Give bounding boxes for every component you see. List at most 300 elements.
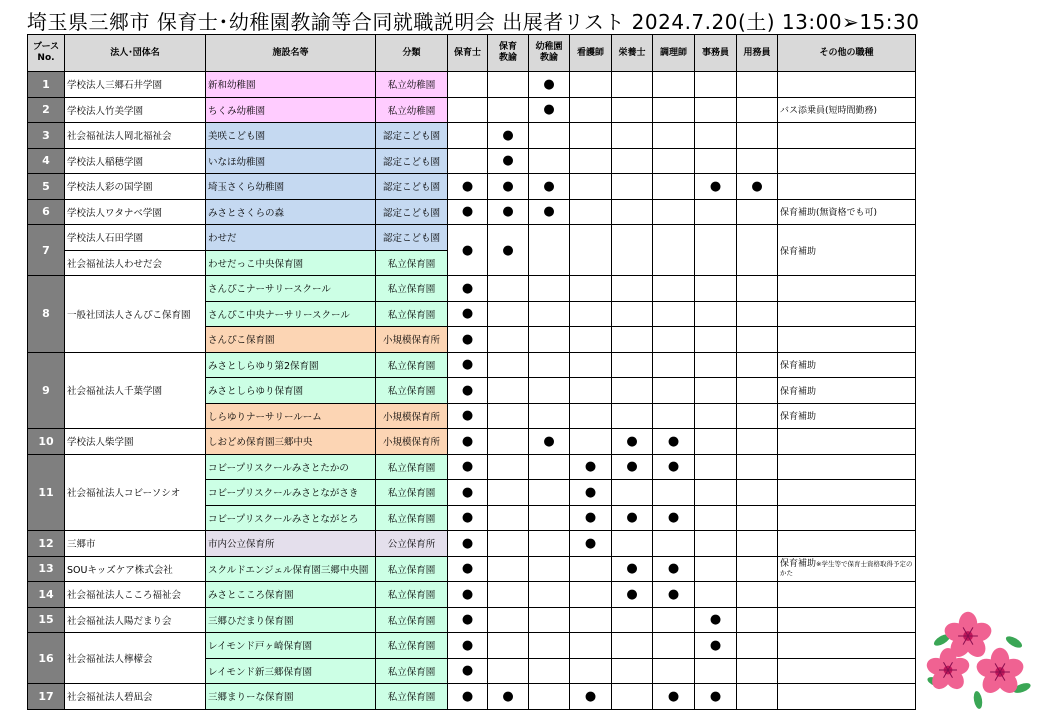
facility-category: 私立保育園: [376, 276, 448, 302]
header-category: 分類: [376, 35, 448, 72]
booth-number: 2: [28, 97, 65, 123]
mark-kangoshi: [570, 556, 612, 582]
mark-eiyoushi: [612, 607, 653, 633]
header-hoiku-kyoyu: [488, 35, 529, 72]
mark-chourishi: [653, 123, 695, 149]
table-row: [28, 174, 916, 200]
header-youmuin: 用務員: [737, 35, 778, 72]
mark-hoikushi: ●: [448, 582, 488, 608]
corp-name: 社会福祉法人檸檬会: [65, 633, 206, 684]
mark-chourishi: ●: [653, 454, 695, 480]
mark-hoikushi: ●: [448, 199, 488, 225]
table-row: [28, 148, 916, 174]
facility-name: ちくみ幼稚園: [206, 97, 376, 123]
facility-category: 私立保育園: [376, 684, 448, 710]
mark-kangoshi: [570, 199, 612, 225]
mark-eiyoushi: [612, 72, 653, 98]
facility-category: 私立幼稚園: [376, 97, 448, 123]
mark-youchien-kyoyu: [529, 658, 570, 684]
corp-name: 社会福祉法人碧凪会: [65, 684, 206, 710]
mark-eiyoushi: [612, 531, 653, 557]
facility-category: 私立保育園: [376, 378, 448, 404]
mark-kangoshi: ●: [570, 454, 612, 480]
corp-name: 社会福祉法人わせだ会: [65, 250, 206, 276]
mark-youmuin: [737, 454, 778, 480]
mark-jimuin: [695, 72, 737, 98]
corp-name: 三郷市: [65, 531, 206, 557]
page-title: 埼玉県三郷市 保育士･幼稚園教諭等合同就職説明会 出展者リスト 2024.7.20(土) 13:00➢15:30: [27, 10, 920, 34]
mark-eiyoushi: ●: [612, 556, 653, 582]
mark-chourishi: ●: [653, 505, 695, 531]
other-jobs: [778, 684, 916, 710]
mark-eiyoushi: ●: [612, 454, 653, 480]
mark-kangoshi: [570, 225, 612, 276]
mark-jimuin: ●: [695, 633, 737, 659]
mark-chourishi: [653, 327, 695, 353]
mark-hoikushi: ●: [448, 505, 488, 531]
facility-name: みさとしらゆり第2保育園: [206, 352, 376, 378]
mark-hoikushi: ●: [448, 327, 488, 353]
other-jobs: [778, 327, 916, 353]
mark-youchien-kyoyu: [529, 582, 570, 608]
facility-name: わせだっこ中央保育園: [206, 250, 376, 276]
facility-name: スクルドエンジェル保育園三郷中央園: [206, 556, 376, 582]
mark-jimuin: [695, 123, 737, 149]
mark-eiyoushi: [612, 276, 653, 302]
other-jobs: [778, 480, 916, 506]
booth-number: 1: [28, 72, 65, 98]
mark-chourishi: [653, 480, 695, 506]
mark-youchien-kyoyu: [529, 352, 570, 378]
exhibitor-rows: [28, 72, 916, 710]
table-row: [28, 454, 916, 480]
facility-category: 私立保育園: [376, 607, 448, 633]
other-jobs: 保育補助: [778, 378, 916, 404]
mark-youmuin: [737, 97, 778, 123]
mark-jimuin: [695, 531, 737, 557]
mark-hoiku-kyoyu: [488, 607, 529, 633]
mark-youchien-kyoyu: ●: [529, 429, 570, 455]
mark-jimuin: [695, 378, 737, 404]
mark-youmuin: [737, 658, 778, 684]
corp-name: 学校法人竹美学園: [65, 97, 206, 123]
mark-eiyoushi: [612, 633, 653, 659]
header-other: その他の職種: [778, 35, 916, 72]
mark-hoikushi: ●: [448, 684, 488, 710]
mark-kangoshi: [570, 403, 612, 429]
mark-hoikushi: ●: [448, 352, 488, 378]
mark-hoiku-kyoyu: [488, 658, 529, 684]
mark-hoiku-kyoyu: ●: [488, 225, 529, 276]
facility-name: さんぴこ中央ナーサリースクール: [206, 301, 376, 327]
mark-chourishi: [653, 607, 695, 633]
mark-hoiku-kyoyu: [488, 72, 529, 98]
facility-category: 私立保育園: [376, 582, 448, 608]
facility-category: 小規模保育所: [376, 327, 448, 353]
mark-eiyoushi: [612, 658, 653, 684]
mark-youmuin: [737, 301, 778, 327]
facility-category: 私立保育園: [376, 301, 448, 327]
facility-name: 市内公立保育所: [206, 531, 376, 557]
mark-jimuin: [695, 403, 737, 429]
corp-name: 社会福祉法人こころ福祉会: [65, 582, 206, 608]
booth-number: 14: [28, 582, 65, 608]
mark-youchien-kyoyu: [529, 607, 570, 633]
mark-chourishi: [653, 199, 695, 225]
mark-kangoshi: [570, 352, 612, 378]
mark-jimuin: [695, 199, 737, 225]
facility-name: しおどめ保育園三郷中央: [206, 429, 376, 455]
mark-kangoshi: ●: [570, 505, 612, 531]
corp-name: 社会福祉法人岡北福祉会: [65, 123, 206, 149]
mark-youmuin: [737, 72, 778, 98]
table-row: [28, 72, 916, 98]
mark-kangoshi: [570, 301, 612, 327]
mark-hoiku-kyoyu: [488, 480, 529, 506]
mark-jimuin: [695, 327, 737, 353]
mark-hoikushi: ●: [448, 301, 488, 327]
mark-chourishi: ●: [653, 556, 695, 582]
mark-chourishi: ●: [653, 582, 695, 608]
corp-name: 社会福祉法人千葉学園: [65, 352, 206, 429]
mark-kangoshi: [570, 148, 612, 174]
table-row: [28, 276, 916, 302]
facility-name: わせだ: [206, 225, 376, 251]
other-jobs: [778, 429, 916, 455]
mark-kangoshi: [570, 327, 612, 353]
header-chourishi: 調理師: [653, 35, 695, 72]
header-corp: 法人･団体名: [65, 35, 206, 72]
flower-illustration-icon: [922, 600, 1034, 712]
corp-name: 学校法人彩の国学園: [65, 174, 206, 200]
mark-jimuin: ●: [695, 684, 737, 710]
mark-eiyoushi: ●: [612, 582, 653, 608]
corp-name: 学校法人ワタナベ学園: [65, 199, 206, 225]
mark-eiyoushi: [612, 148, 653, 174]
other-jobs-label: 保育補助: [780, 558, 817, 569]
facility-name: みさとさくらの森: [206, 199, 376, 225]
mark-hoiku-kyoyu: [488, 403, 529, 429]
mark-eiyoushi: [612, 225, 653, 276]
mark-eiyoushi: [612, 684, 653, 710]
mark-youchien-kyoyu: [529, 480, 570, 506]
mark-youmuin: [737, 582, 778, 608]
mark-youchien-kyoyu: [529, 556, 570, 582]
mark-chourishi: [653, 378, 695, 404]
header-hoiku-kyoyu-label: 保育 教諭: [498, 42, 517, 63]
corp-name: SOUキッズケア株式会社: [65, 556, 206, 582]
mark-hoikushi: ●: [448, 403, 488, 429]
other-jobs: [778, 658, 916, 684]
mark-jimuin: [695, 429, 737, 455]
mark-youmuin: [737, 225, 778, 276]
header-hoikushi: 保育士: [448, 35, 488, 72]
facility-category: 小規模保育所: [376, 403, 448, 429]
mark-hoiku-kyoyu: [488, 454, 529, 480]
table-row: [28, 225, 916, 251]
mark-hoiku-kyoyu: [488, 378, 529, 404]
corp-name: 社会福祉法人陽だまり会: [65, 607, 206, 633]
mark-jimuin: [695, 505, 737, 531]
facility-category: 私立保育園: [376, 556, 448, 582]
mark-youchien-kyoyu: [529, 403, 570, 429]
mark-kangoshi: [570, 633, 612, 659]
mark-youchien-kyoyu: [529, 148, 570, 174]
table-row: [28, 633, 916, 659]
mark-jimuin: [695, 276, 737, 302]
mark-youmuin: ●: [737, 174, 778, 200]
mark-kangoshi: [570, 582, 612, 608]
mark-chourishi: [653, 658, 695, 684]
mark-eiyoushi: [612, 403, 653, 429]
mark-eiyoushi: [612, 174, 653, 200]
mark-chourishi: ●: [653, 684, 695, 710]
mark-kangoshi: [570, 72, 612, 98]
mark-youmuin: [737, 531, 778, 557]
facility-name: レイモンド戸ヶ崎保育園: [206, 633, 376, 659]
header-row: [28, 35, 916, 72]
facility-name: しらゆりナーサリールーム: [206, 403, 376, 429]
mark-jimuin: [695, 556, 737, 582]
mark-youchien-kyoyu: [529, 225, 570, 276]
mark-eiyoushi: [612, 123, 653, 149]
mark-kangoshi: [570, 378, 612, 404]
mark-kangoshi: [570, 276, 612, 302]
other-jobs: [778, 123, 916, 149]
mark-hoiku-kyoyu: ●: [488, 148, 529, 174]
mark-jimuin: [695, 582, 737, 608]
facility-category: 私立保育園: [376, 352, 448, 378]
facility-name: みさとこころ保育園: [206, 582, 376, 608]
mark-chourishi: [653, 97, 695, 123]
mark-youchien-kyoyu: [529, 454, 570, 480]
booth-number: 15: [28, 607, 65, 633]
corp-name: 学校法人石田学園: [65, 225, 206, 251]
mark-jimuin: [695, 480, 737, 506]
other-jobs: [778, 505, 916, 531]
mark-youmuin: [737, 327, 778, 353]
header-booth: [28, 35, 65, 72]
mark-youmuin: [737, 429, 778, 455]
mark-hoikushi: ●: [448, 658, 488, 684]
mark-youmuin: [737, 505, 778, 531]
mark-youchien-kyoyu: [529, 633, 570, 659]
other-jobs: [778, 454, 916, 480]
facility-name: 埼玉さくら幼稚園: [206, 174, 376, 200]
mark-kangoshi: [570, 607, 612, 633]
mark-jimuin: [695, 301, 737, 327]
mark-youmuin: [737, 403, 778, 429]
facility-name: 新和幼稚園: [206, 72, 376, 98]
mark-jimuin: ●: [695, 607, 737, 633]
mark-eiyoushi: ●: [612, 505, 653, 531]
table-row: [28, 199, 916, 225]
mark-chourishi: [653, 174, 695, 200]
mark-jimuin: [695, 97, 737, 123]
table-row: [28, 429, 916, 455]
other-jobs: [778, 633, 916, 659]
other-jobs: [778, 556, 916, 582]
mark-chourishi: [653, 403, 695, 429]
mark-youmuin: [737, 480, 778, 506]
mark-hoikushi: ●: [448, 556, 488, 582]
mark-youchien-kyoyu: [529, 531, 570, 557]
facility-name: 三郷ひだまり保育園: [206, 607, 376, 633]
mark-chourishi: [653, 301, 695, 327]
mark-hoiku-kyoyu: [488, 582, 529, 608]
mark-hoiku-kyoyu: [488, 633, 529, 659]
mark-hoiku-kyoyu: [488, 531, 529, 557]
mark-youchien-kyoyu: ●: [529, 174, 570, 200]
mark-youmuin: [737, 378, 778, 404]
facility-name: 美咲こども園: [206, 123, 376, 149]
header-booth-label: ブース No.: [32, 42, 60, 63]
mark-jimuin: [695, 225, 737, 276]
mark-kangoshi: [570, 429, 612, 455]
mark-kangoshi: [570, 123, 612, 149]
header-facility: 施設名等: [206, 35, 376, 72]
mark-hoiku-kyoyu: [488, 97, 529, 123]
facility-name: みさとしらゆり保育園: [206, 378, 376, 404]
mark-hoikushi: ●: [448, 454, 488, 480]
mark-chourishi: [653, 225, 695, 276]
mark-kangoshi: ●: [570, 480, 612, 506]
other-jobs: 保育補助: [778, 225, 916, 276]
mark-chourishi: [653, 148, 695, 174]
mark-hoiku-kyoyu: [488, 301, 529, 327]
mark-chourishi: [653, 633, 695, 659]
mark-youmuin: [737, 276, 778, 302]
mark-youmuin: [737, 352, 778, 378]
booth-number: 5: [28, 174, 65, 200]
mark-eiyoushi: [612, 97, 653, 123]
facility-category: 小規模保育所: [376, 429, 448, 455]
facility-name: コビープリスクールみさとながとろ: [206, 505, 376, 531]
other-jobs: [778, 607, 916, 633]
mark-kangoshi: [570, 97, 612, 123]
other-jobs: 保育補助: [778, 403, 916, 429]
mark-hoiku-kyoyu: [488, 327, 529, 353]
other-jobs: バス添乗員(短時間勤務): [778, 97, 916, 123]
table-row: [28, 556, 916, 582]
facility-category: 私立保育園: [376, 480, 448, 506]
corp-name: 学校法人柴学園: [65, 429, 206, 455]
mark-youchien-kyoyu: [529, 378, 570, 404]
table-row: [28, 684, 916, 710]
facility-category: 公立保育所: [376, 531, 448, 557]
mark-hoikushi: ●: [448, 531, 488, 557]
mark-hoikushi: [448, 72, 488, 98]
mark-eiyoushi: [612, 378, 653, 404]
mark-youchien-kyoyu: ●: [529, 199, 570, 225]
other-jobs: [778, 276, 916, 302]
other-jobs: [778, 72, 916, 98]
exhibitor-table: [27, 34, 916, 710]
mark-chourishi: ●: [653, 429, 695, 455]
mark-youchien-kyoyu: ●: [529, 97, 570, 123]
mark-eiyoushi: [612, 327, 653, 353]
mark-youchien-kyoyu: ●: [529, 72, 570, 98]
booth-number: 6: [28, 199, 65, 225]
mark-hoiku-kyoyu: ●: [488, 199, 529, 225]
mark-eiyoushi: ●: [612, 429, 653, 455]
other-jobs: 保育補助: [778, 352, 916, 378]
mark-youmuin: [737, 123, 778, 149]
leaf-icon: [1004, 634, 1024, 650]
corp-name: 学校法人三郷石井学園: [65, 72, 206, 98]
header-youchien-kyoyu-label: 幼稚園 教諭: [535, 42, 563, 63]
mark-hoikushi: [448, 97, 488, 123]
facility-name: 三郷まりーな保育園: [206, 684, 376, 710]
facility-name: コビープリスクールみさとながさき: [206, 480, 376, 506]
booth-number: 8: [28, 276, 65, 353]
other-jobs: [778, 148, 916, 174]
mark-hoikushi: ●: [448, 378, 488, 404]
mark-jimuin: [695, 148, 737, 174]
mark-hoikushi: ●: [448, 607, 488, 633]
facility-category: 認定こども園: [376, 199, 448, 225]
mark-eiyoushi: [612, 352, 653, 378]
facility-category: 私立保育園: [376, 454, 448, 480]
corp-name: 学校法人稲穂学園: [65, 148, 206, 174]
table-row: [28, 582, 916, 608]
table-row: [28, 97, 916, 123]
facility-category: 私立保育園: [376, 505, 448, 531]
mark-hoikushi: ●: [448, 225, 488, 276]
booth-number: 13: [28, 556, 65, 582]
table-row: [28, 123, 916, 149]
header-kangoshi: 看護師: [570, 35, 612, 72]
mark-hoiku-kyoyu: [488, 352, 529, 378]
booth-number: 10: [28, 429, 65, 455]
mark-hoiku-kyoyu: ●: [488, 684, 529, 710]
mark-hoiku-kyoyu: ●: [488, 123, 529, 149]
mark-youmuin: [737, 607, 778, 633]
mark-youmuin: [737, 199, 778, 225]
mark-kangoshi: [570, 174, 612, 200]
booth-number: 4: [28, 148, 65, 174]
booth-number: 9: [28, 352, 65, 429]
corp-name: 一般社団法人さんぴこ保育園: [65, 276, 206, 353]
mark-hoiku-kyoyu: [488, 505, 529, 531]
corp-name: 社会福祉法人コビーソシオ: [65, 454, 206, 531]
mark-jimuin: [695, 658, 737, 684]
header-jimuin: 事務員: [695, 35, 737, 72]
mark-jimuin: [695, 454, 737, 480]
mark-youmuin: [737, 556, 778, 582]
mark-chourishi: [653, 276, 695, 302]
mark-kangoshi: [570, 658, 612, 684]
other-jobs: 保育補助(無資格でも可): [778, 199, 916, 225]
mark-hoikushi: [448, 148, 488, 174]
facility-name: さんぴこナーサリースクール: [206, 276, 376, 302]
other-jobs: [778, 531, 916, 557]
mark-hoiku-kyoyu: ●: [488, 174, 529, 200]
facility-category: 認定こども園: [376, 174, 448, 200]
mark-jimuin: ●: [695, 174, 737, 200]
booth-number: 7: [28, 225, 65, 276]
facility-category: 私立保育園: [376, 633, 448, 659]
mark-hoikushi: [448, 123, 488, 149]
other-jobs-note: ※学生等で保育士資格取得予定のかた: [780, 559, 913, 577]
facility-category: 認定こども園: [376, 148, 448, 174]
mark-youmuin: [737, 684, 778, 710]
table-row: [28, 531, 916, 557]
mark-youmuin: [737, 633, 778, 659]
facility-category: 私立保育園: [376, 658, 448, 684]
mark-youchien-kyoyu: [529, 123, 570, 149]
facility-name: コビープリスクールみさとたかの: [206, 454, 376, 480]
